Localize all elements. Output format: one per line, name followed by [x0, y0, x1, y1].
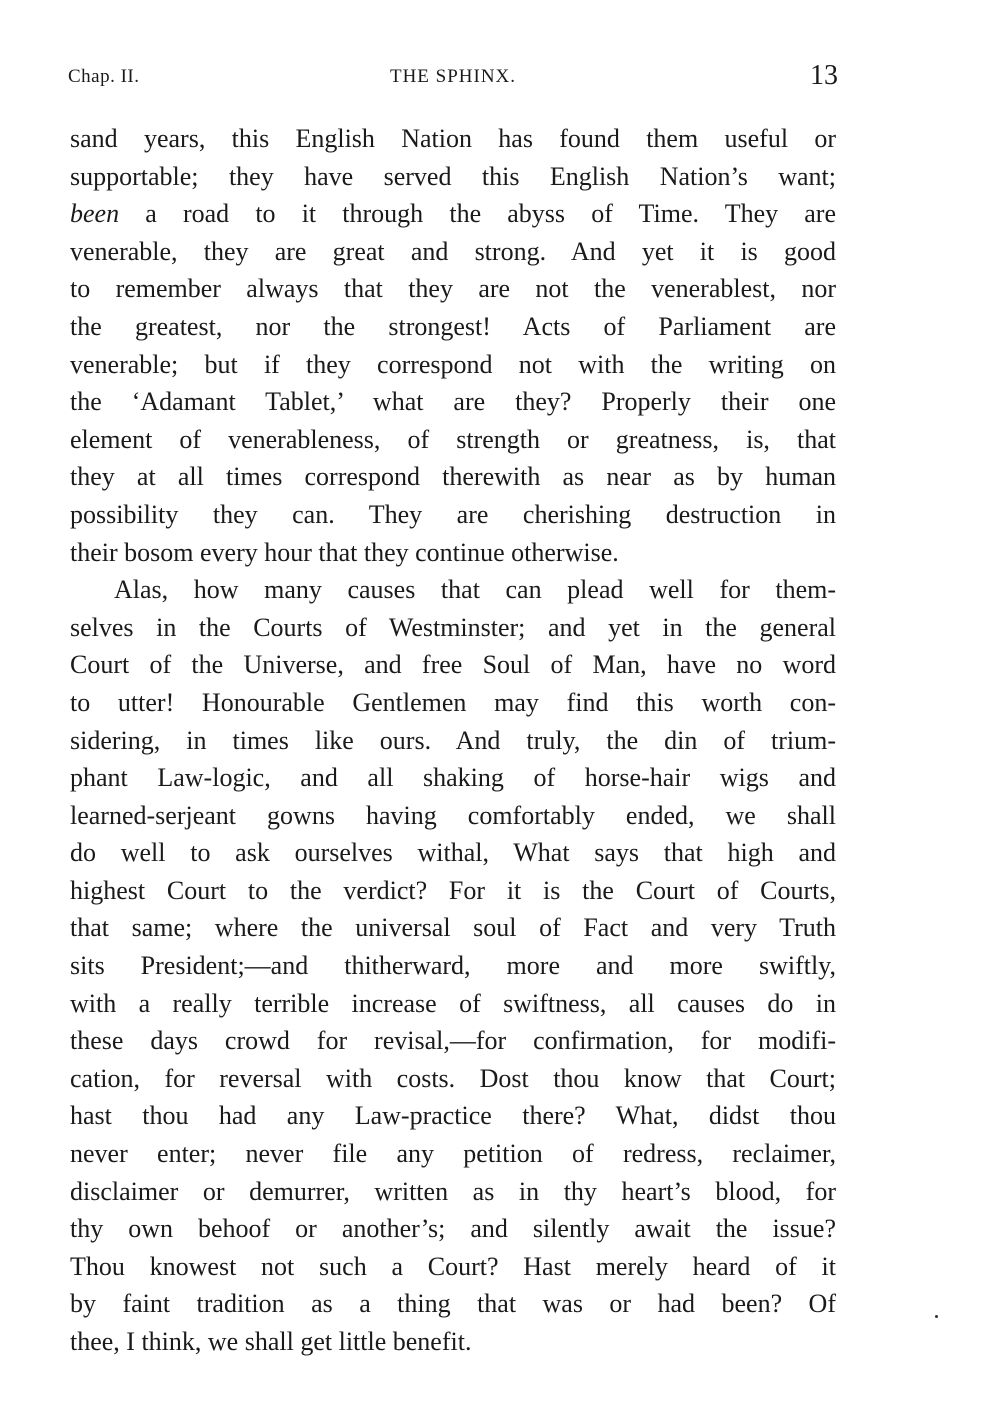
text-line: selves in the Courts of Westminster; and yet in the general: [70, 612, 836, 642]
running-title: THE SPHINX.: [389, 66, 517, 87]
body-text: [70, 120, 836, 1361]
text-line: cation, for reversal with costs. Dost thou know that Court;: [70, 1063, 836, 1093]
text-line: thee, I think, we shall get little benefit.: [70, 1327, 472, 1356]
text-line: sits President;—and thitherward, more and more swiftly,: [70, 951, 836, 981]
text-line: phant Law-logic, and all shaking of horse-hair wigs and: [70, 763, 836, 793]
text-line: sidering, in times like ours. And truly, the din of trium-: [70, 725, 836, 755]
italic-word: been: [70, 199, 120, 229]
text-line: disclaimer or demurrer, written as in thy heart’s blood, for: [70, 1176, 836, 1206]
chapter-label: Chap. II.: [68, 66, 140, 87]
text-line-rest: a road to it through the abyss of Time. They are: [145, 199, 836, 229]
text-line: with a really terrible increase of swiftness, all causes do in: [70, 988, 836, 1018]
text-line: Alas, how many causes that can plead well for them-: [114, 575, 836, 605]
paragraph-2: [70, 571, 836, 1360]
text-line: highest Court to the verdict? For it is the Court of Courts,: [70, 875, 836, 905]
text-line: the ‘Adamant Tablet,’ what are they? Properly their one: [70, 387, 836, 417]
text-line: element of venerableness, of strength or greatness, is, that: [70, 424, 836, 454]
text-line: possibility they can. They are cherishing destruction in: [70, 499, 836, 529]
text-line: thy own behoof or another’s; and silently await the issue?: [70, 1214, 836, 1244]
text-line: their bosom every hour that they continue otherwise.: [70, 537, 619, 567]
text-line: venerable; but if they correspond not with the writing on: [70, 349, 836, 379]
ink-speck: [935, 1315, 938, 1318]
text-line: Thou knowest not such a Court? Hast merely heard of it: [70, 1251, 836, 1281]
text-line: sand years, this English Nation has found them useful or: [70, 124, 836, 153]
text-line: [70, 195, 836, 233]
text-line: by faint tradition as a thing that was or had been? Of: [70, 1289, 836, 1319]
text-line: these days crowd for revisal,—for confirmation, for modifi-: [70, 1026, 836, 1056]
text-line: hast thou had any Law-practice there? What, didst thou: [70, 1101, 836, 1131]
text-line: they at all times correspond therewith as near as by human: [70, 462, 836, 492]
text-line: that same; where the universal soul of Fact and very Truth: [70, 913, 836, 943]
text-line: do well to ask ourselves withal, What says that high and: [70, 838, 836, 868]
text-line: supportable; they have served this English Nation’s want;: [70, 161, 836, 191]
text-line: learned-serjeant gowns having comfortably ended, we shall: [70, 800, 836, 830]
text-line: venerable, they are great and strong. And yet it is good: [70, 236, 836, 266]
paragraph-1: [70, 120, 836, 571]
text-line: Court of the Universe, and free Soul of Man, have no word: [70, 650, 836, 680]
text-line: never enter; never file any petition of redress, reclaimer,: [70, 1139, 836, 1169]
text-line: to utter! Honourable Gentlemen may find this worth con-: [70, 687, 836, 717]
page-number: 13: [810, 60, 838, 91]
running-head: [68, 60, 838, 96]
text-line: the greatest, nor the strongest! Acts of Parliament are: [70, 311, 836, 341]
text-line: to remember always that they are not the venerablest, nor: [70, 274, 836, 304]
